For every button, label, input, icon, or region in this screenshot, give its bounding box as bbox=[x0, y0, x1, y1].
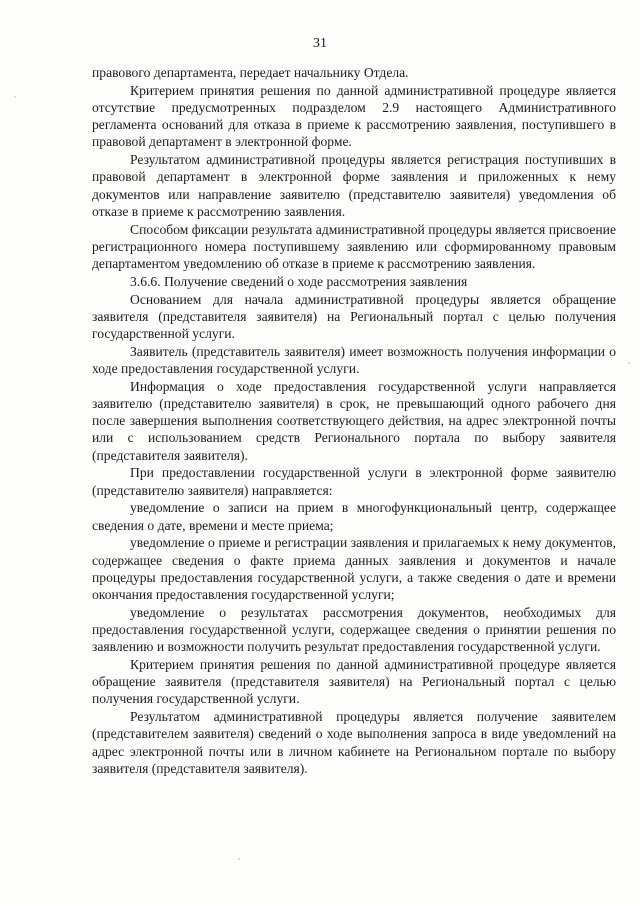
paragraph-4: Способом фиксации результата административной процедуры является присвоение регистрационного номера поступившему заявлению или сформированному правовым департаментом уведомлению об отказе в приеме к рассмотрению заявления. bbox=[92, 221, 616, 272]
page-number: 31 bbox=[313, 36, 327, 51]
section-heading-3-6-6: 3.6.6. Получение сведений о ходе рассмотрения заявления bbox=[130, 273, 468, 289]
paragraph-3: Результатом административной процедуры является регистрация поступивших в правовой департамент в электронной форме заявления и приложенных к нему документов или направление заявителю (представителю заявителя) уведомления об отказе в приеме к рассмотрению заявления. bbox=[92, 152, 616, 219]
list-item-2: уведомление о приеме и регистрации заявления и прилагаемых к нему документов, содержащее сведения о факте приема данных заявления и документов и начале процедуры предоставления государственной услуги, а также сведения о дате и времени окончания предоставления государственной услуги; bbox=[92, 535, 616, 603]
paragraph-9: При предоставлении государственной услуги в электронной форме заявителю (представителю заявителя) направляется: bbox=[92, 465, 616, 498]
paragraph-6: Основанием для начала административной процедуры является обращение заявителя (представителя заявителя) на Региональный портал с целью получения государственной услуги. bbox=[92, 291, 616, 342]
scan-speck bbox=[628, 362, 630, 364]
document-body bbox=[92, 64, 616, 777]
list-item-3: уведомление о результатах рассмотрения документов, необходимых для предоставления государственной услуги, содержащее сведения о принятии решения по заявлению и возможности получить результат предоставления государственной услуги. bbox=[92, 604, 616, 655]
scan-speck bbox=[238, 858, 240, 860]
paragraph-7: Заявитель (представитель заявителя) имеет возможность получения информации о ходе предоставления государственной услуги. bbox=[92, 343, 616, 377]
paragraph-8: Информация о ходе предоставления государственной услуги направляется заявителю (представителю заявителя) в срок, не превышающий одного рабочего дня после завершения выполнения соответствующего действия, на адрес электронной почты или с использованием средств Регионального портала по выбору заявителя (представителя заявителя). bbox=[92, 378, 616, 463]
list-item-1: уведомление о записи на прием в многофункциональный центр, содержащее сведения о дате, времени и месте приема; bbox=[92, 500, 616, 533]
paragraph-13: Критерием принятия решения по данной административной процедуре является обращение заявителя (представителя заявителя) на Региональный портал с целью получения государственной услуги. bbox=[92, 657, 616, 707]
scan-speck bbox=[14, 96, 16, 98]
paragraph-14: Результатом административной процедуры является получение заявителем (представителем заявителя) сведений о ходе выполнения запроса в виде уведомлений на адрес электронной почты или в личном кабинете на Региональном портале по выбору заявителя (представителя заявителя). bbox=[92, 709, 616, 776]
paragraph-1: правового департамента, передает начальнику Отдела. bbox=[92, 65, 409, 80]
paragraph-2: Критерием принятия решения по данной административной процедуре является отсутствие предусмотренных подразделом 2.9 настоящего Административного регламента оснований для отказа в приеме к рассмотрению заявления, поступившего в правовой департамент в электронной форме. bbox=[92, 82, 616, 150]
